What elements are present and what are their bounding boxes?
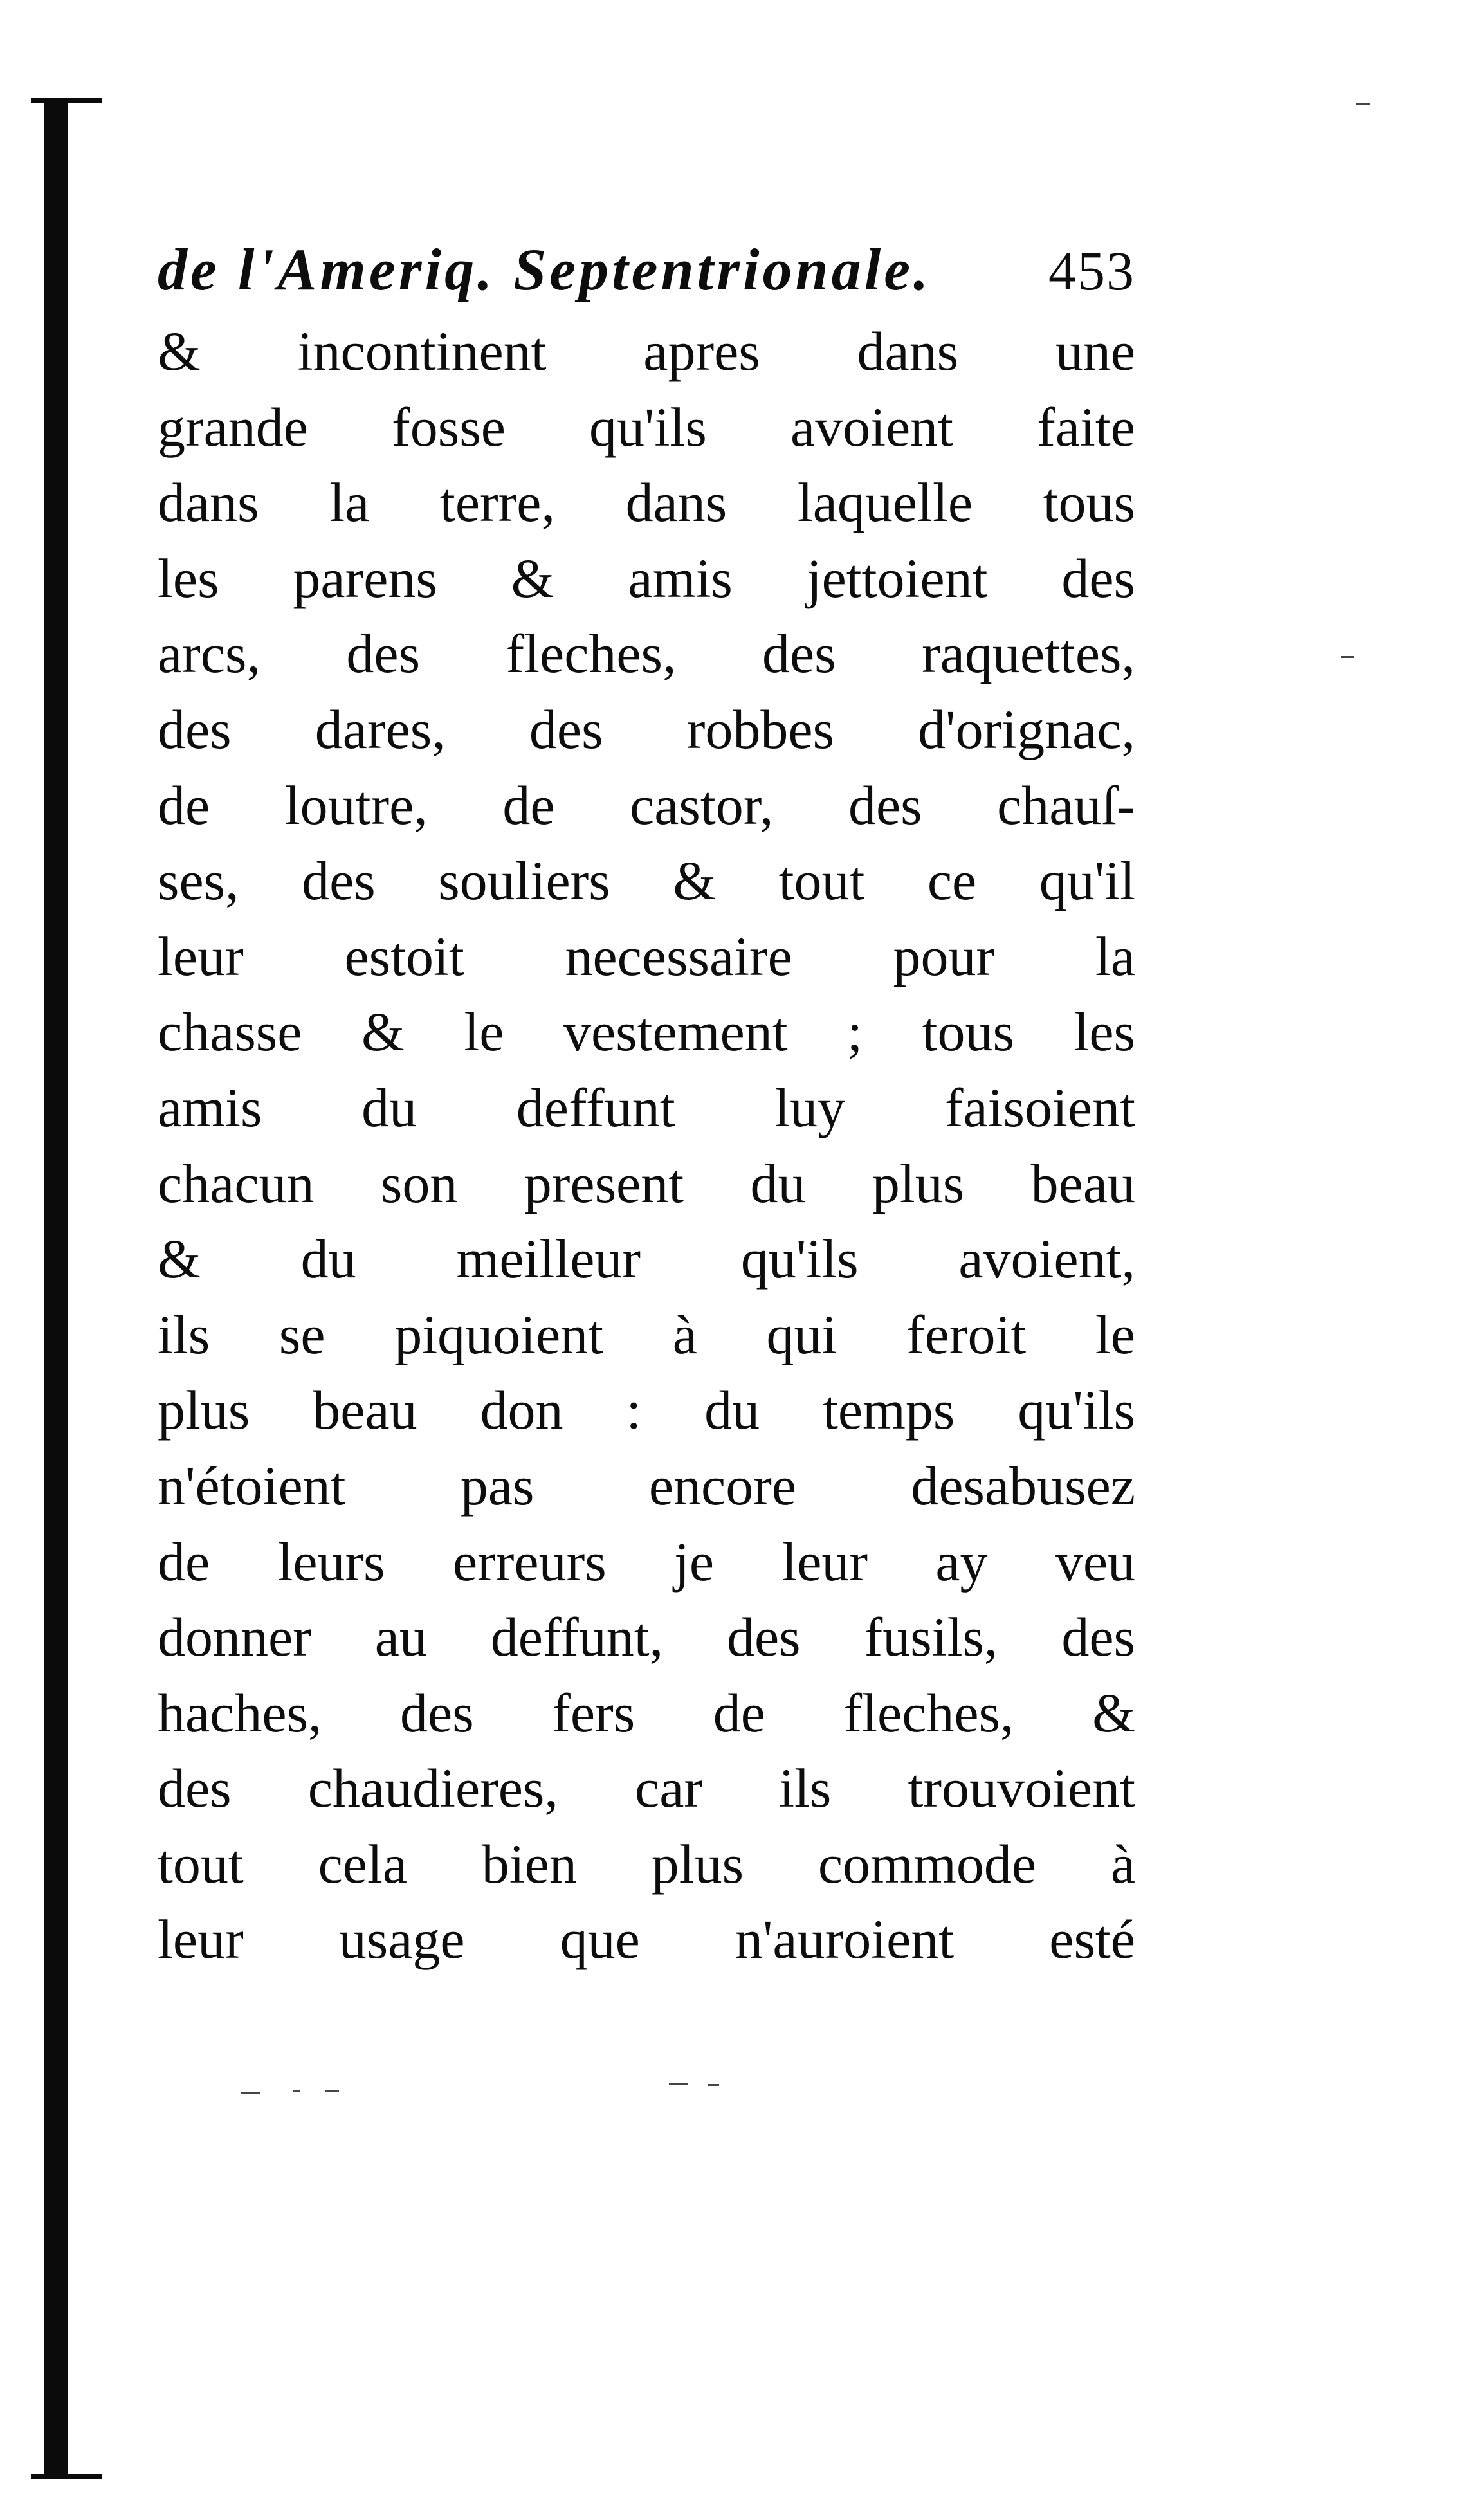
text-line: chasse & le vestement ; tous les xyxy=(158,1001,1135,1063)
text-line: amis du deffunt luy faisoient xyxy=(158,1076,1135,1138)
text-line: n'étoient pas encore desabusez xyxy=(158,1454,1135,1517)
binding-rule-top-cap xyxy=(31,98,102,103)
text-line: chacun son present du plus beau xyxy=(158,1152,1135,1214)
text-line: & incontinent apres dans une xyxy=(158,320,1135,382)
text-line: de leurs erreurs je leur ay veu xyxy=(158,1530,1135,1593)
scan-speck xyxy=(325,2090,339,2092)
text-line: ses, des souliers & tout ce qu'il xyxy=(158,850,1135,912)
text-line: grande fosse qu'ils avoient faite xyxy=(158,396,1135,458)
text-line: des chaudieres, car ils trouvoient xyxy=(158,1757,1135,1820)
book-page xyxy=(158,232,1135,1978)
scan-speck xyxy=(1341,656,1354,658)
page-number: 453 xyxy=(1048,240,1135,302)
scan-speck xyxy=(1356,103,1370,105)
scan-speck xyxy=(241,2092,260,2094)
text-line: ils se piquoient à qui feroit le xyxy=(158,1303,1135,1365)
text-line: de loutre, de castor, des chauſ- xyxy=(158,774,1135,836)
running-head xyxy=(158,232,1135,307)
scan-speck xyxy=(669,2083,688,2085)
scan-speck xyxy=(708,2084,719,2086)
scan-speck xyxy=(293,2090,300,2092)
text-line: arcs, des fleches, des raquettes, xyxy=(158,623,1135,685)
text-line: les parens & amis jettoient des xyxy=(158,547,1135,609)
text-line: leur usage que n'auroient esté xyxy=(158,1908,1135,1971)
text-line: haches, des fers de fleches, & xyxy=(158,1681,1135,1744)
text-line: plus beau don : du temps qu'ils xyxy=(158,1379,1135,1441)
running-title: de l'Ameriq. Septentrionale. xyxy=(158,237,932,302)
binding-rule-bottom-cap xyxy=(31,2474,102,2479)
text-line: tout cela bien plus commode à xyxy=(158,1832,1135,1895)
text-line: donner au deffunt, des fusils, des xyxy=(158,1606,1135,1668)
text-line: & du meilleur qu'ils avoient, xyxy=(158,1228,1135,1290)
body-text xyxy=(158,314,1135,1978)
binding-rule xyxy=(44,103,68,2476)
text-line: des dares, des robbes d'orignac, xyxy=(158,698,1135,760)
text-line: dans la terre, dans laquelle tous xyxy=(158,471,1135,534)
text-line: leur estoit necessaire pour la xyxy=(158,925,1135,987)
